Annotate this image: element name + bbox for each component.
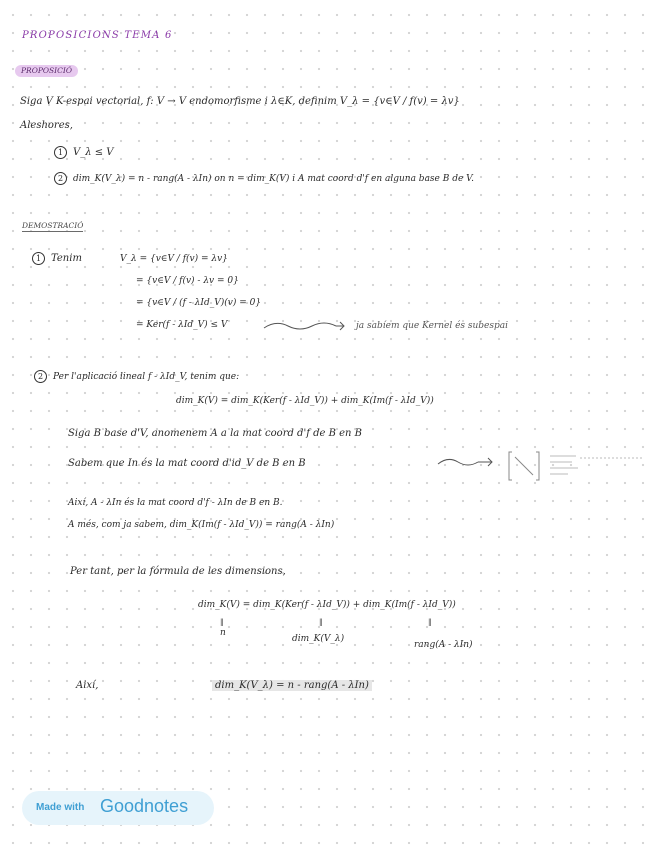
equals-mark: ‖: [428, 618, 432, 626]
squiggle-arrow-icon: [262, 318, 348, 334]
proposition-line-1: Siga V K-espai vectorial, f: V → V endomorfisme i λ∈K, definim V_λ = {v∈V / f(v) = λv}: [20, 96, 460, 107]
goodnotes-badge[interactable]: [22, 791, 214, 825]
proof-part-2-line-5: Així, A - λIn és la mat coord d'f - λIn de B en B.: [68, 498, 283, 508]
proof-conclusion: dim_K(V_λ) = n - rang(A - λIn): [212, 680, 372, 691]
proof-part-2-line-6: A més, com ja sabem, dim_K(Im(f - λId_V)) = rang(A - λIn): [68, 520, 335, 530]
proof-part-2-n: n: [220, 628, 226, 638]
proof-part-1-note: ja sabíem que Kernel és subespai: [356, 321, 509, 331]
proposition-item-2: [54, 172, 474, 185]
proof-part-1-line-3: = {v∈V / (f - λId_V)(v) = 0}: [136, 298, 262, 308]
item-text: dim_K(V_λ) = n - rang(A - λIn) on n = dim_K(V) i A mat coord d'f en alguna base B de V.: [73, 174, 474, 184]
proof-part-1-line-2: = {v∈V / f(v) - λv = 0}: [136, 276, 239, 286]
proof-heading: DEMOSTRACIÓ: [22, 221, 84, 230]
proof-part-2-line-1: [34, 370, 239, 383]
proposition-badge: PROPOSICIÓ: [15, 65, 78, 77]
proof-part-2-intro: Per l'aplicació lineal f - λId_V, tenim que:: [53, 372, 240, 382]
proof-part-1-tenim: Tenim: [51, 253, 82, 264]
made-with-label: Made with: [36, 802, 85, 813]
squiggle-arrow-icon: [436, 454, 498, 470]
item-number: 1: [32, 252, 45, 265]
proof-part-2-line-7: Per tant, per la fórmula de les dimensions,: [70, 566, 286, 577]
proposition-line-2: Aleshores,: [20, 120, 73, 131]
proof-part-1-label: [32, 252, 82, 265]
item-number: 1: [54, 146, 67, 159]
proof-part-2-line-8: dim_K(V) = dim_K(Ker(f - λId_V)) + dim_K(Im(f - λId_V)): [198, 600, 456, 610]
identity-matrix-sketch-icon: [506, 448, 646, 484]
item-number: 2: [54, 172, 67, 185]
equals-mark: ‖: [220, 618, 224, 626]
item-number: 2: [34, 370, 47, 383]
proof-part-1-line-1: V_λ = {v∈V / f(v) = λv}: [120, 254, 228, 264]
proposition-item-1: [54, 146, 114, 159]
page-title: PROPOSICIONS TEMA 6: [22, 30, 173, 41]
proof-part-2-line-3: Siga B base d'V, anomenem A a la mat coord d'f de B en B: [68, 428, 362, 439]
proof-part-2-dim-v-lambda: dim_K(V_λ): [292, 634, 345, 644]
item-text: V_λ ≤ V: [73, 147, 114, 158]
goodnotes-logo: Goodnotes: [100, 796, 189, 816]
proof-part-2-rang: rang(A - λIn): [414, 640, 473, 650]
equals-mark: ‖: [319, 618, 323, 626]
proof-part-1-line-4: = Ker(f - λId_V) ≤ V: [136, 320, 228, 330]
proof-part-2-aixi: Així,: [76, 680, 99, 691]
proof-part-2-line-4: Sabem que In és la mat coord d'id_V de B en B: [68, 458, 306, 469]
proof-part-2-line-2: dim_K(V) = dim_K(Ker(f - λId_V)) + dim_K(Im(f - λId_V)): [176, 396, 434, 406]
